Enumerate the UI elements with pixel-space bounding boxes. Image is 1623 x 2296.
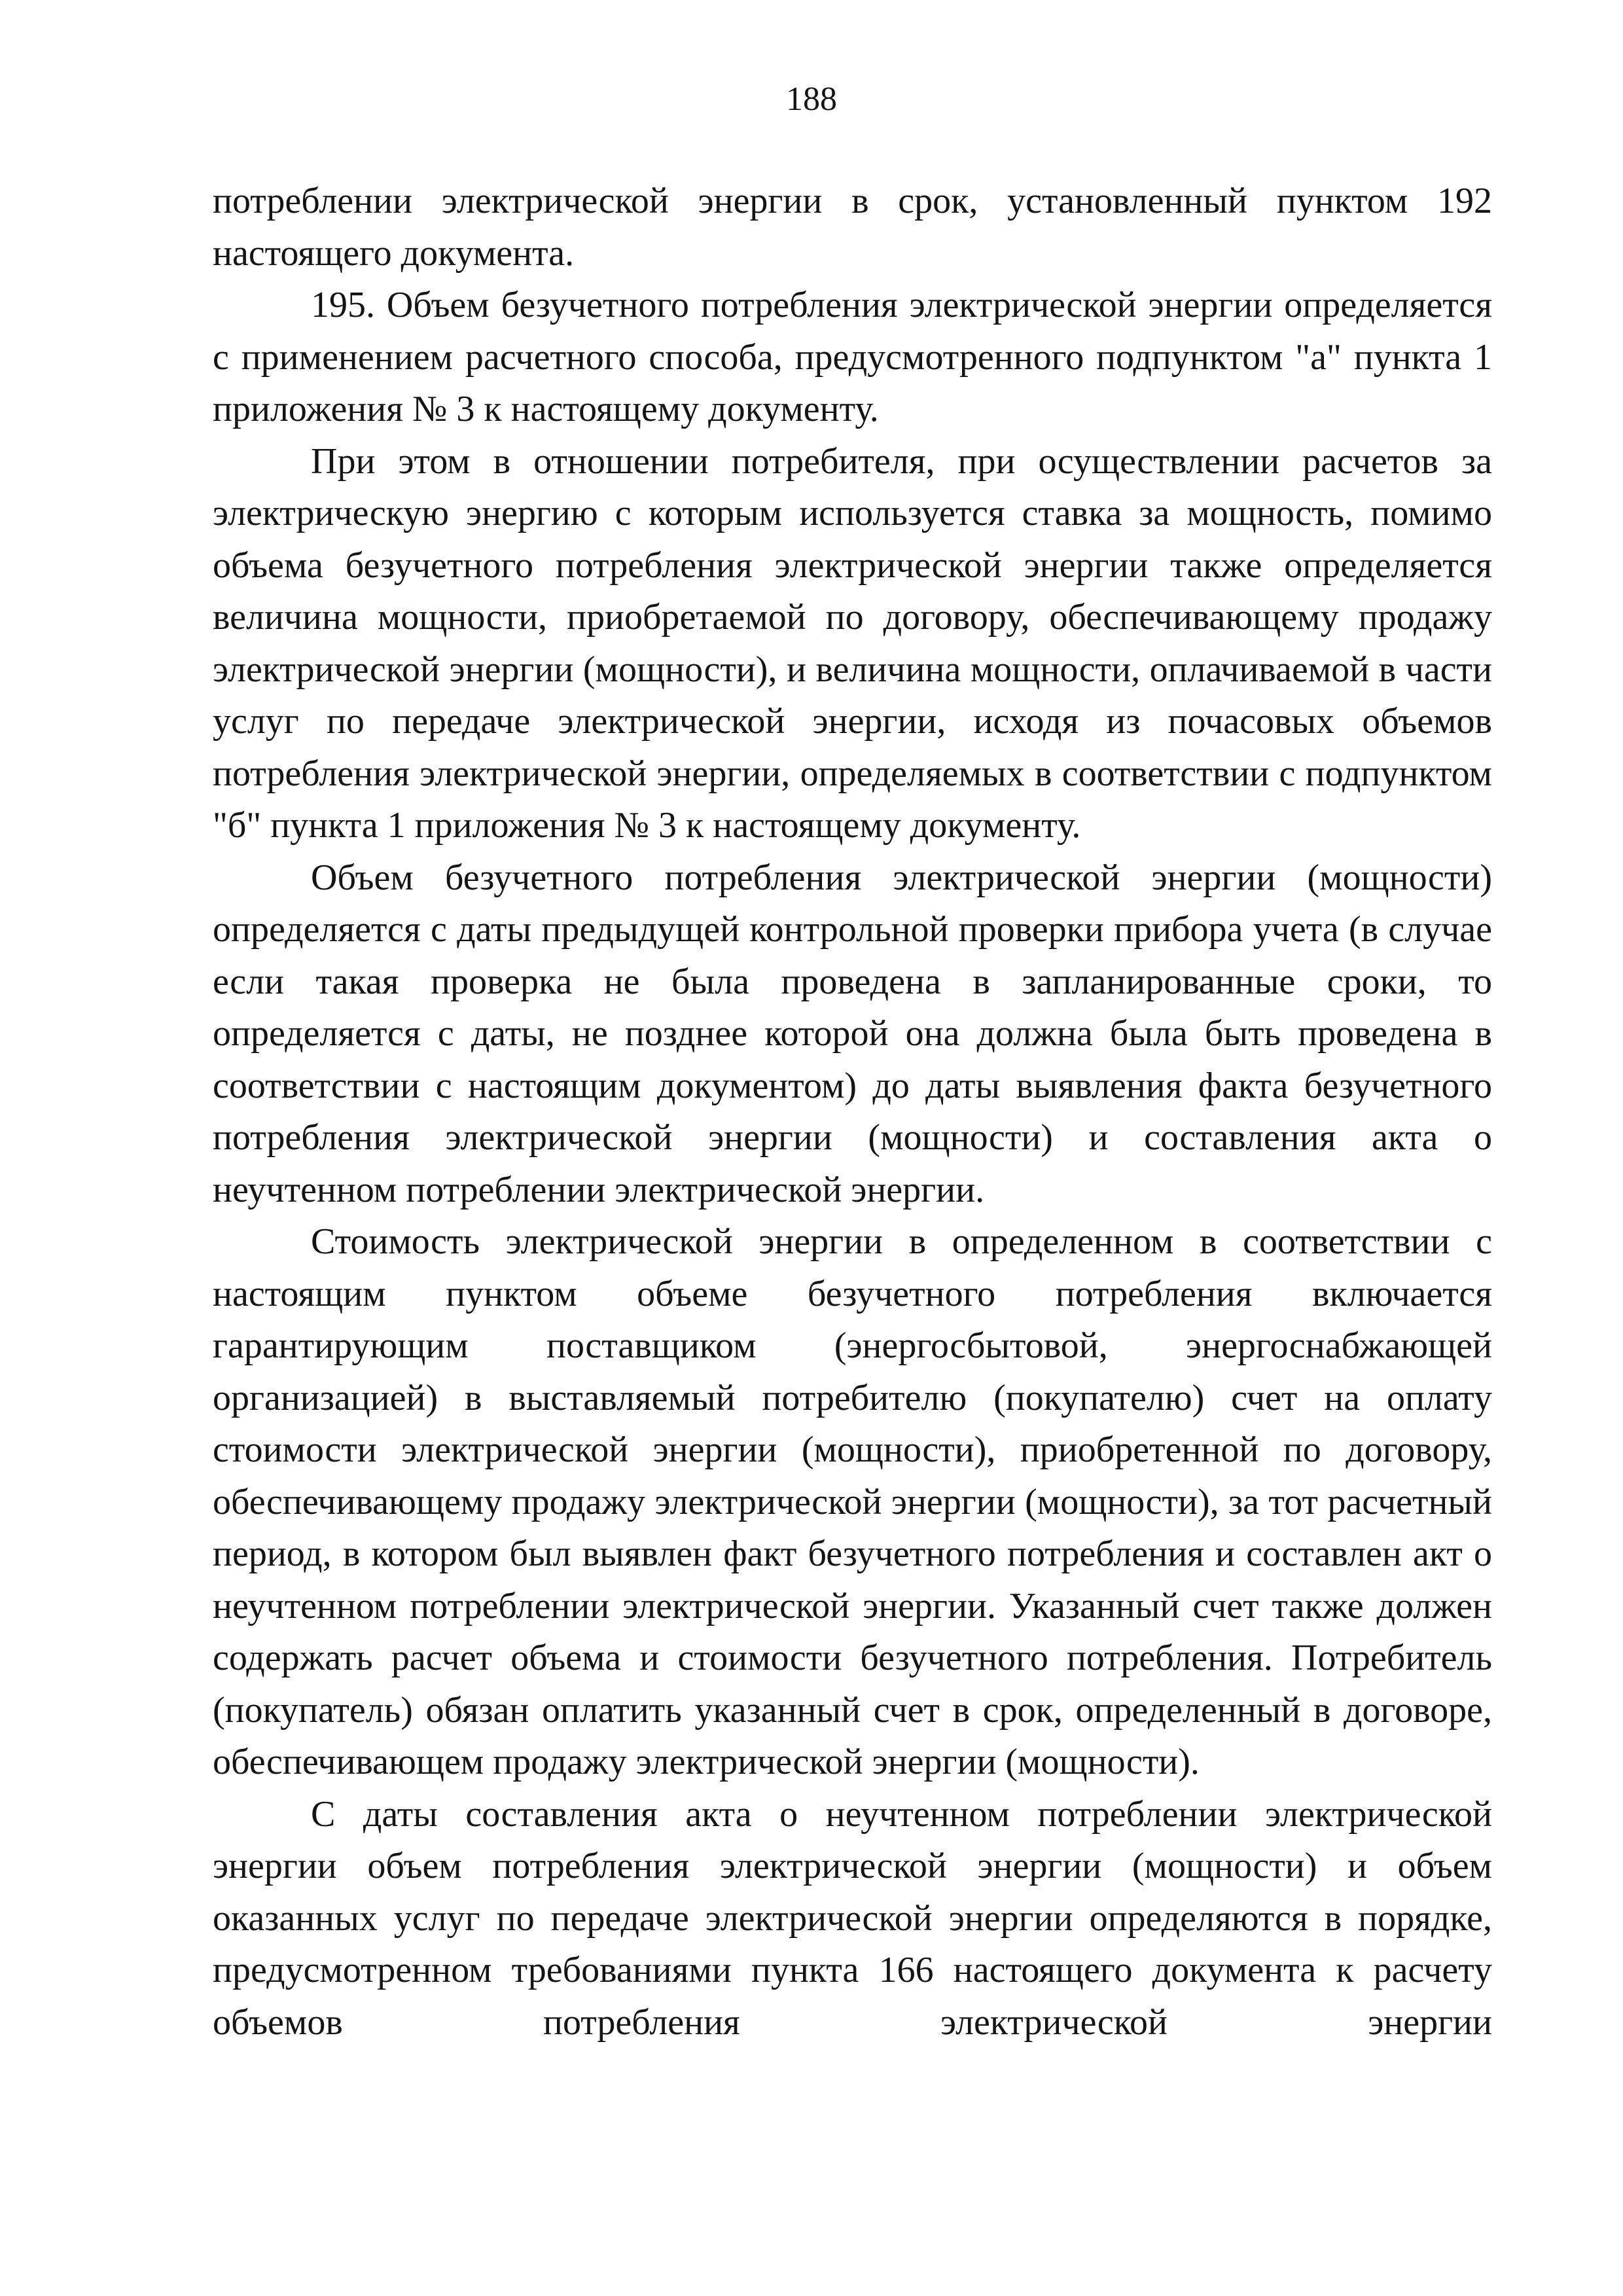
paragraph-after-act: С даты составления акта о неучтенном потреблении электрической энергии объем потребления электрической энергии (мощности) и объем оказанных услуг по передаче электрической энергии определяются в порядке, предусмотренном требованиями пункта 166 настоящего документа к расчету объемов потребления электрической энергии — [213, 1793, 1492, 2043]
document-body — [213, 175, 1492, 2049]
paragraph-continuation: потреблении электрической энергии в срок, установленный пунктом 192 настоящего документа. — [213, 181, 1492, 274]
paragraph-clause-195: 195. Объем безучетного потребления электрической энергии определяется с применением расчетного способа, предусмотренного подпунктом "а" пункта 1 приложения № 3 к настоящему документу. — [213, 285, 1492, 429]
paragraph-capacity-rate: При этом в отношении потребителя, при осуществлении расчетов за электрическую энергию с которым используется ставка за мощность, помимо объема безучетного потребления электрической энергии также определяется величина мощности, приобретаемой по договору, обеспечивающему продажу электрической энергии (мощности), и величина мощности, оплачиваемой в части услуг по передаче электрической энергии, исходя из почасовых объемов потребления электрической энергии, определяемых в соответствии с подпунктом "б" пункта 1 приложения № 3 к настоящему документу. — [213, 440, 1492, 846]
paragraph-volume-period: Объем безучетного потребления электрической энергии (мощности) определяется с даты предыдущей контрольной проверки прибора учета (в случае если такая проверка не была проведена в запланированные сроки, то определяется с даты, не позднее которой она должна была быть проведена в соответствии с настоящим документом) до даты выявления факта безучетного потребления электрической энергии (мощности) и составления акта о неучтенном потреблении электрической энергии. — [213, 857, 1492, 1210]
page-number: 188 — [786, 81, 837, 118]
paragraph-cost-invoice: Стоимость электрической энергии в определенном в соответствии с настоящим пунктом объеме безучетного потребления включается гарантирующим поставщиком (энергосбытовой, энергоснабжающей организацией) в выставляемый потребителю (покупателю) счет на оплату стоимости электрической энергии (мощности), приобретенной по договору, обеспечивающему продажу электрической энергии (мощности), за тот расчетный период, в котором был выявлен факт безучетного потребления и составлен акт о неучтенном потреблении электрической энергии. Указанный счет также должен содержать расчет объема и стоимости безучетного потребления. Потребитель (покупатель) обязан оплатить указанный счет в срок, определенный в договоре, обеспечивающем продажу электрической энергии (мощности). — [213, 1221, 1492, 1782]
